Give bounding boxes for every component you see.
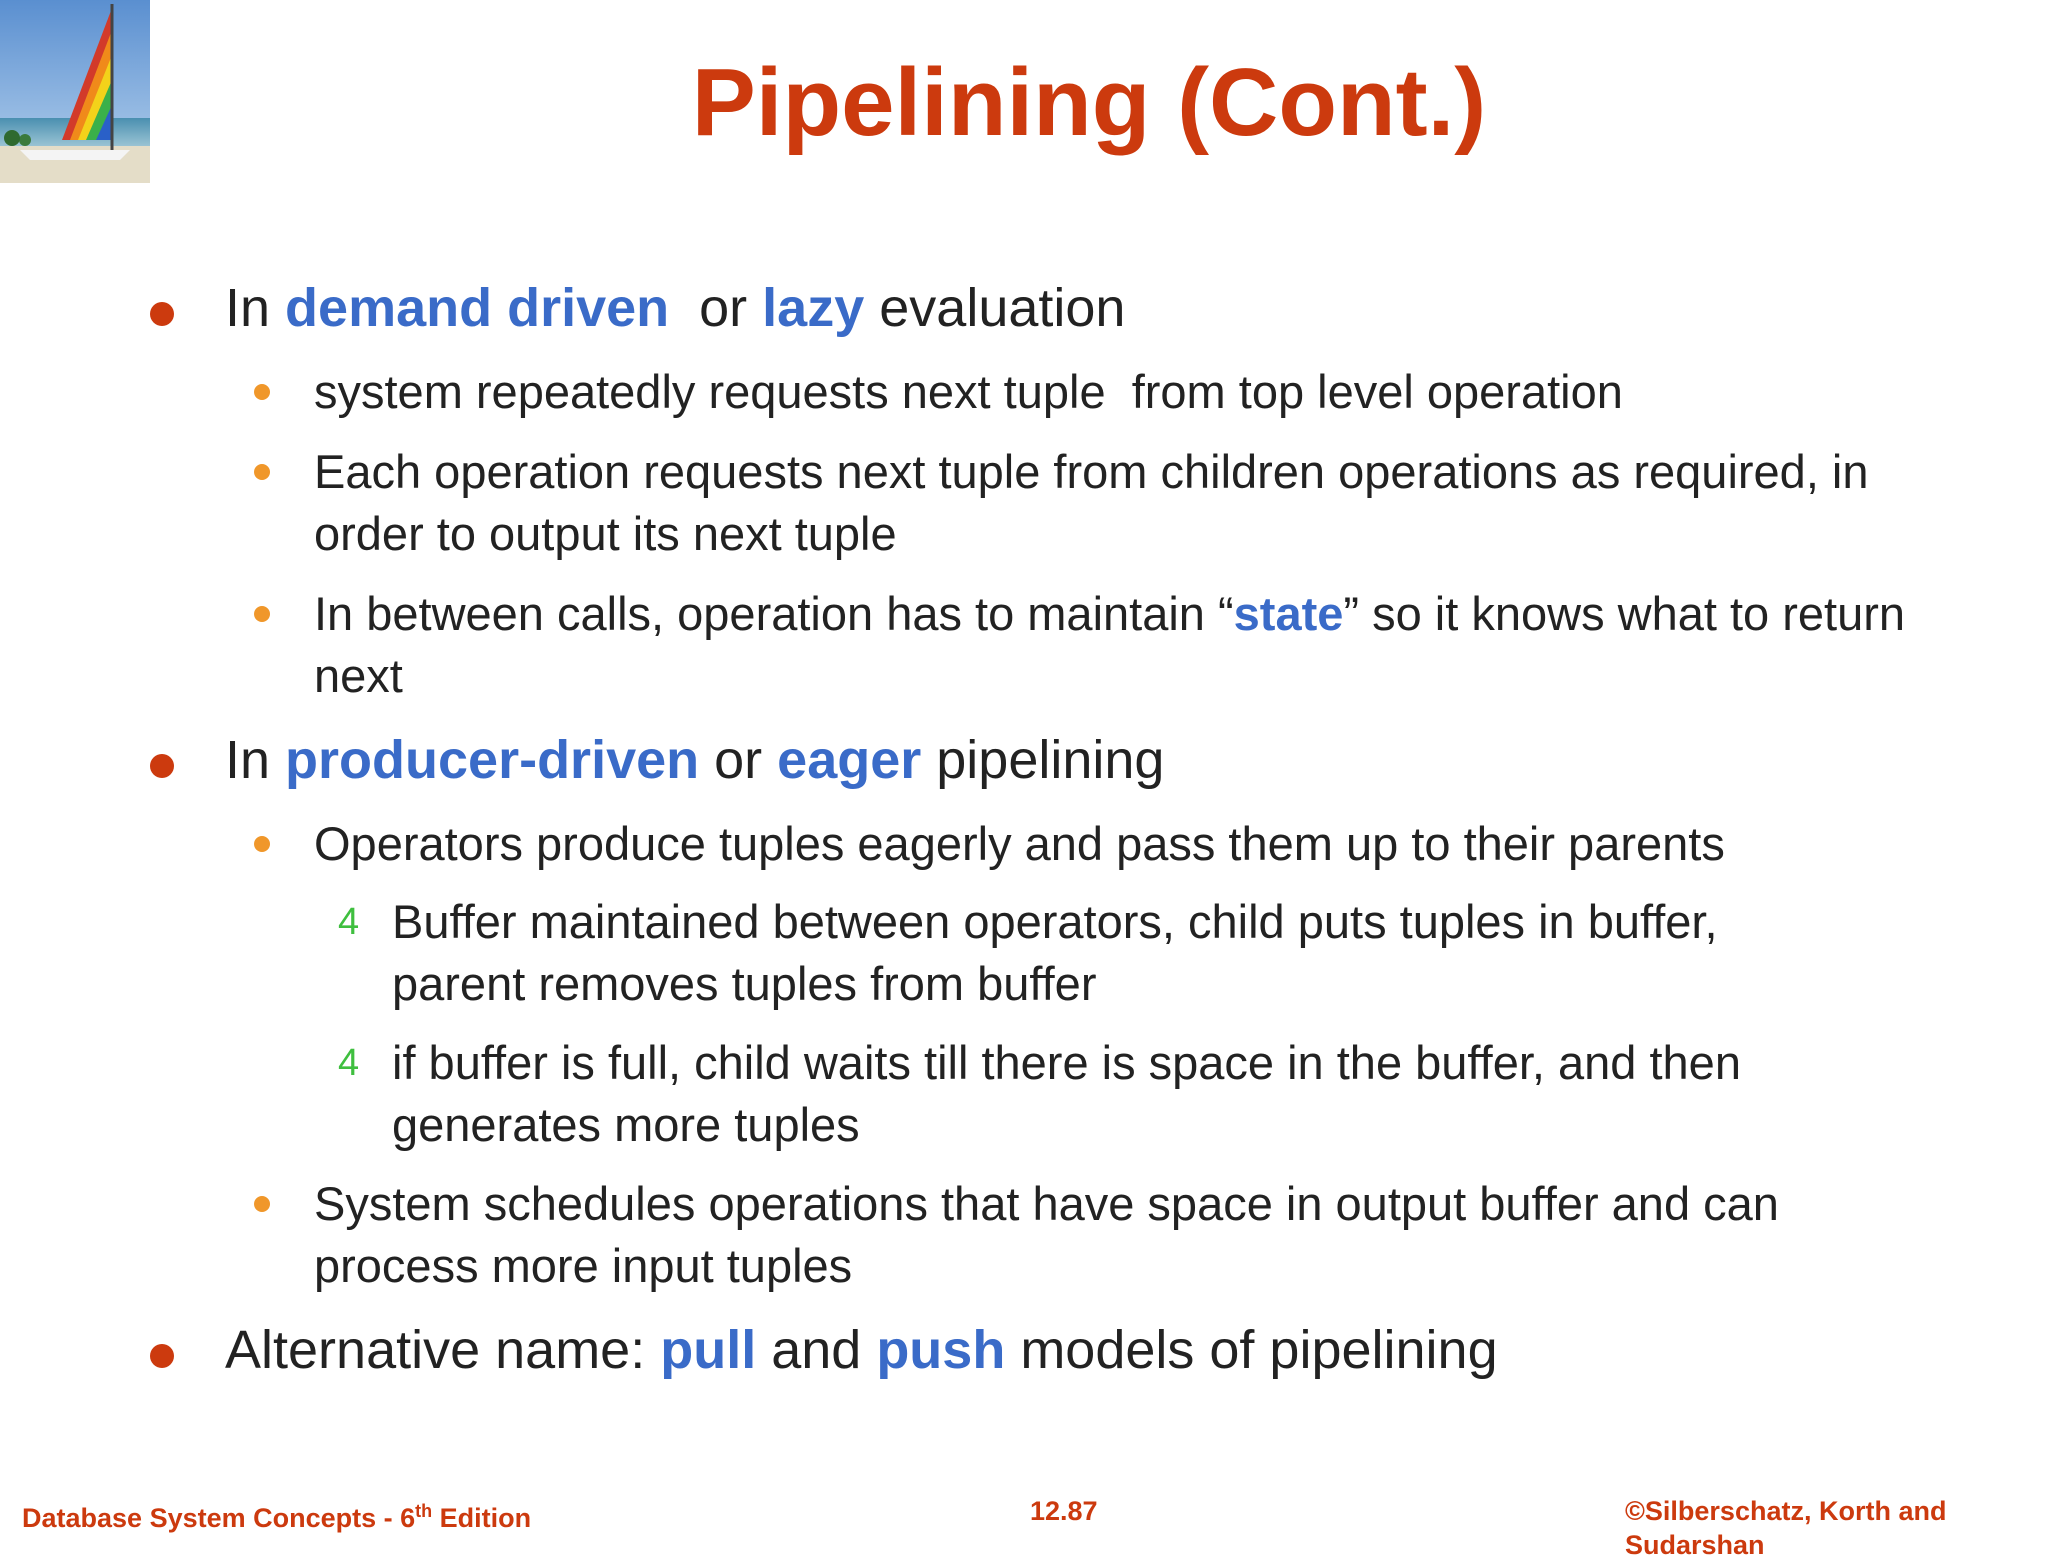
text: In (225, 730, 286, 790)
sub-sub-bullet-marker: 4 (338, 1042, 360, 1084)
sub-bullet-dot (254, 1196, 270, 1212)
sub-sub-bullet-marker: 4 (338, 901, 360, 943)
sub-bullet-dot (254, 836, 270, 852)
text: In (225, 278, 286, 338)
text: models of pipelining (1005, 1320, 1498, 1380)
sub-bullet-operators-produce: Operators produce tuples eagerly and pass them up to their parents (314, 817, 1725, 870)
bullet-dot (150, 754, 174, 778)
text: or (669, 278, 763, 338)
text: evaluation (864, 278, 1126, 338)
bullet-dot (150, 1344, 174, 1368)
slide-title: Pipelining (Cont.) (691, 49, 1487, 156)
sub-bullet-dot (254, 606, 270, 622)
text: Database System Concepts - 6 (22, 1503, 416, 1533)
bullet-demand-driven (225, 276, 1125, 340)
text: Edition (432, 1503, 532, 1533)
term-push: push (876, 1320, 1006, 1380)
bullet-producer-driven (225, 728, 1164, 792)
text: pipelining (921, 730, 1165, 790)
text: or (699, 730, 778, 790)
sub-bullet-system-requests: system repeatedly requests next tuple from top level operation (314, 365, 1623, 418)
sub-sub-bullet-buffer-full: if buffer is full, child waits till there is space in the buffer, and then generates more tuples (392, 1036, 1741, 1151)
text: Alternative name: (225, 1320, 661, 1380)
footer-copyright: ©Silberschatz, Korth and Sudarshan (1625, 1496, 1947, 1560)
bullet-dot (150, 302, 174, 326)
term-lazy: lazy (762, 278, 865, 338)
bullet-alternative-name (225, 1318, 1498, 1382)
sub-bullet-dot (254, 464, 270, 480)
term-producer-driven: producer-driven (285, 730, 700, 790)
footer-page-number: 12.87 (1030, 1496, 1098, 1526)
term-pull: pull (660, 1320, 757, 1380)
term-state: state (1233, 587, 1344, 640)
sub-bullet-system-schedules: System schedules operations that have space in output buffer and can process more input tuples (314, 1177, 1779, 1292)
sub-sub-bullet-buffer-maintained: Buffer maintained between operators, child puts tuples in buffer, parent removes tuples from buffer (392, 895, 1718, 1010)
sub-bullet-dot (254, 384, 270, 400)
text: In between calls, operation has to maintain “ (314, 587, 1234, 640)
text-superscript: th (415, 1501, 433, 1521)
text: and (756, 1320, 877, 1380)
footer-book-title (22, 1494, 531, 1535)
text: ” so it knows what to return next (314, 587, 1906, 702)
term-demand-driven: demand driven (285, 278, 670, 338)
sub-bullet-each-operation: Each operation requests next tuple from children operations as required, in order to output its next tuple (314, 445, 1869, 560)
term-eager: eager (777, 730, 922, 790)
sub-bullet-state (314, 583, 1934, 707)
